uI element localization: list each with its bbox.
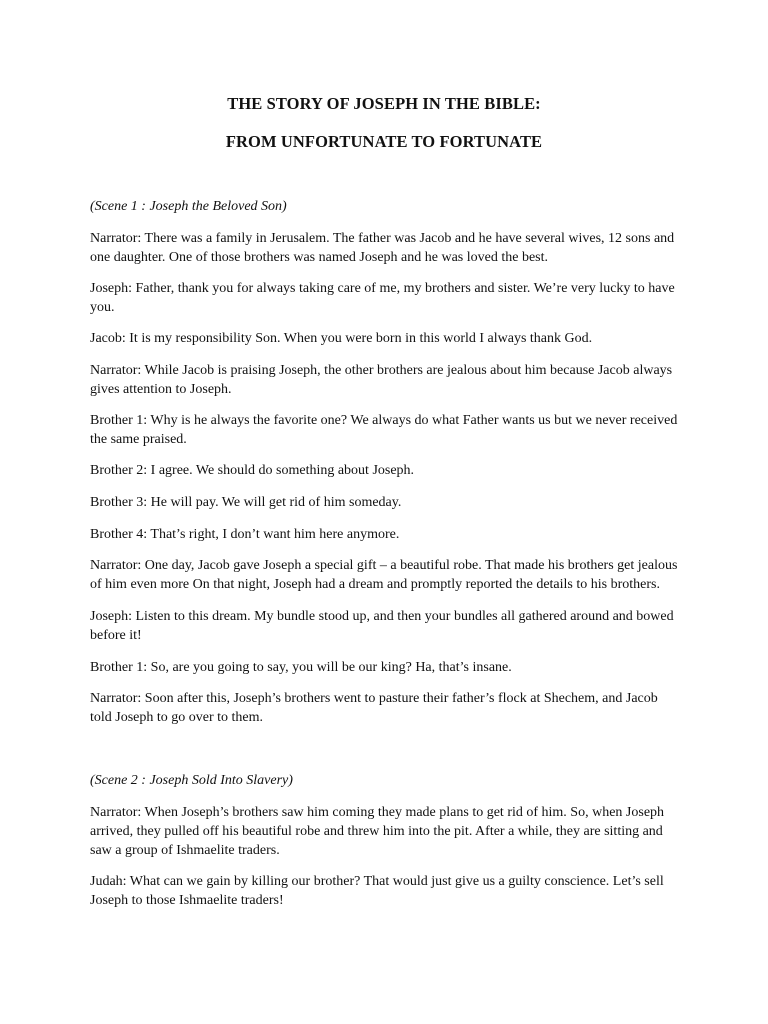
paragraph: Brother 3: He will pay. We will get rid of him someday. [90, 495, 402, 510]
paragraph: Brother 2: I agree. We should do something about Joseph. [90, 463, 415, 478]
scene-1-heading: (Scene 1 : Joseph the Beloved Son) [90, 199, 287, 214]
paragraph: Narrator: One day, Jacob gave Joseph a special gift – a beautiful robe. That made his brothers get jealous of him even more On that night, Joseph had a dream and promptly reported the details to his brothers. [90, 558, 678, 592]
paragraph: Narrator: While Jacob is praising Joseph, the other brothers are jealous about him because Jacob always gives attention to Joseph. [90, 363, 673, 397]
scene-2-heading: (Scene 2 : Joseph Sold Into Slavery) [90, 773, 293, 788]
document-title-line-1: THE STORY OF JOSEPH IN THE BIBLE: [227, 94, 541, 113]
paragraph: Brother 4: That’s right, I don’t want him here anymore. [90, 527, 400, 542]
paragraph: Narrator: There was a family in Jerusalem. The father was Jacob and he have several wives, 12 sons and one daughter. One of those brothers was named Joseph and he was loved the best. [90, 231, 675, 265]
paragraph: Judah: What can we gain by killing our brother? That would just give us a guilty conscience. Let’s sell Joseph to those Ishmaelite traders! [90, 874, 664, 908]
paragraph: Joseph: Listen to this dream. My bundle stood up, and then your bundles all gathered around and bowed before it! [90, 609, 674, 643]
paragraph: Jacob: It is my responsibility Son. When you were born in this world I always thank God. [90, 331, 593, 346]
paragraph: Narrator: Soon after this, Joseph’s brothers went to pasture their father’s flock at Shechem, and Jacob told Joseph to go over to them. [90, 691, 658, 725]
paragraph: Joseph: Father, thank you for always taking care of me, my brothers and sister. We’re very lucky to have you. [90, 281, 675, 315]
paragraph: Narrator: When Joseph’s brothers saw him coming they made plans to get rid of him. So, when Joseph arrived, they pulled off his beautiful robe and threw him into the pit. After a while, they are sitting and saw a group of Ishmaelite traders. [90, 805, 665, 858]
paragraph: Brother 1: Why is he always the favorite one? We always do what Father wants us but we never received the same praised. [90, 413, 678, 447]
document-title-line-2: FROM UNFORTUNATE TO FORTUNATE [225, 132, 543, 151]
paragraph: Brother 1: So, are you going to say, you will be our king? Ha, that’s insane. [90, 660, 512, 675]
